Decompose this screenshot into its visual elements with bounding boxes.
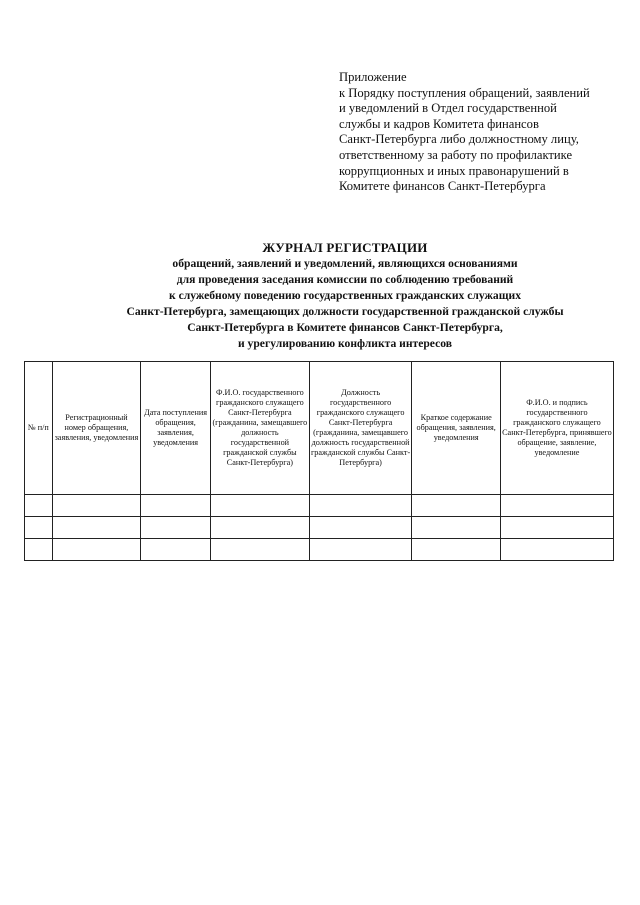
table-header-row	[25, 362, 614, 495]
table-cell	[500, 539, 613, 561]
column-header-position: Должность государственного гражданского служащего Санкт-Петербурга (гражданина, замещавшего должность государственной гражданской службы Санкт-Петербурга)	[309, 362, 412, 495]
document-title	[40, 240, 640, 352]
table-cell	[309, 495, 412, 517]
table-cell	[25, 495, 53, 517]
table-cell	[25, 539, 53, 561]
appendix-line: коррупционных и иных правонарушений в	[339, 163, 569, 178]
column-header-reg-number: Регистрационный номер обращения, заявления, уведомления	[52, 362, 140, 495]
table-cell	[141, 539, 211, 561]
column-header-employee-name: Ф.И.О. государственного гражданского служащего Санкт-Петербурга (гражданина, замещавшего должность государственной гражданской службы Санкт-Петербурга)	[211, 362, 310, 495]
title-line: и урегулированию конфликта интересов	[237, 337, 453, 350]
appendix-line: и уведомлений в Отдел государственной	[339, 101, 557, 116]
table-cell	[211, 539, 310, 561]
table-cell	[309, 517, 412, 539]
table-row	[25, 539, 614, 561]
table-cell	[412, 517, 500, 539]
table-cell	[52, 495, 140, 517]
table-cell	[500, 517, 613, 539]
column-header-summary: Краткое содержание обращения, заявления, уведомления	[412, 362, 500, 495]
table-cell	[412, 539, 500, 561]
appendix-line: ответственному за работу по профилактике	[339, 147, 573, 162]
table-cell	[211, 495, 310, 517]
table-cell	[211, 517, 310, 539]
table-cell	[141, 495, 211, 517]
table-cell	[309, 539, 412, 561]
column-header-number: № п/п	[25, 362, 53, 495]
title-line: обращений, заявлений и уведомлений, являющихся основаниями	[172, 257, 518, 270]
appendix-line: Санкт-Петербурга либо должностному лицу,	[339, 132, 579, 147]
table-cell	[412, 495, 500, 517]
title-line: Санкт-Петербурга в Комитете финансов Санкт-Петербурга,	[187, 321, 503, 334]
title-line: к служебному поведению государственных гражданских служащих	[168, 289, 521, 302]
table-row	[25, 495, 614, 517]
table-cell	[141, 517, 211, 539]
column-header-date: Дата поступления обращения, заявления, уведомления	[141, 362, 211, 495]
appendix-line: службы и кадров Комитета финансов	[339, 116, 539, 131]
journal-heading: ЖУРНАЛ РЕГИСТРАЦИИ	[262, 240, 428, 255]
appendix-note	[339, 70, 619, 195]
table-cell	[52, 517, 140, 539]
title-line: для проведения заседания комиссии по соблюдению требований	[176, 273, 514, 286]
appendix-line: к Порядку поступления обращений, заявлений	[339, 85, 590, 100]
appendix-line: Приложение	[339, 70, 407, 84]
table-cell	[25, 517, 53, 539]
table-cell	[52, 539, 140, 561]
registration-table	[24, 361, 614, 561]
title-line: Санкт-Петербурга, замещающих должности государственной гражданской службы	[126, 305, 564, 318]
column-header-receiver: Ф.И.О. и подпись государственного гражданского служащего Санкт-Петербурга, принявшего обращение, заявление, уведомление	[500, 362, 613, 495]
appendix-line: Комитете финансов Санкт-Петербурга	[339, 179, 546, 194]
table-cell	[500, 495, 613, 517]
table-row	[25, 517, 614, 539]
